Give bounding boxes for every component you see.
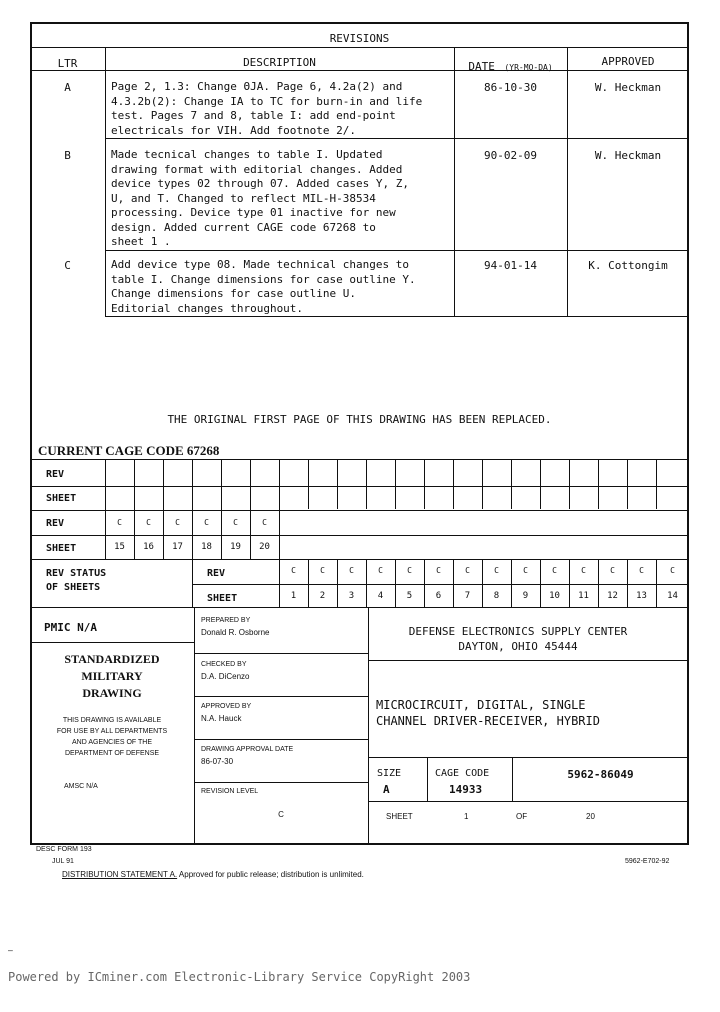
divider [424,459,425,509]
divider [368,660,689,661]
sheet-label: SHEET [46,493,77,504]
status-rev-value: C [291,566,296,575]
amsc-label: AMSC N/A [64,783,98,790]
divider [368,757,689,758]
replaced-notice: THE ORIGINAL FIRST PAGE OF THIS DRAWING HAS BEEN REPLACED. [167,413,552,426]
rev-value: C [204,518,209,527]
divider [105,138,689,139]
divider [482,459,483,509]
sheet-value: 17 [172,542,183,552]
prepared-value: Donald R. Osborne [201,628,270,637]
revision-letter: A [64,81,71,94]
status-rev-value: C [552,566,557,575]
date-format-label: (YR-MO-DA) [504,63,553,72]
description-header: DESCRIPTION [243,56,316,69]
status-rev-value: C [436,566,441,575]
status-sheet-value: 12 [607,591,618,601]
current-cage-code: CURRENT CAGE CODE 67268 [38,443,220,458]
status-sheet-value: 2 [319,591,326,601]
stray-mark: — [8,946,13,955]
divider [30,47,689,48]
status-rev-value: C [349,566,354,575]
divider [192,559,193,607]
powered-by-banner: Powered by ICminer.com Electronic-Library Service CopyRight 2003 [8,970,471,984]
divider [540,459,541,509]
revision-level-label: REVISION LEVEL [201,788,259,795]
revision-description: Made tecnical changes to table I. Updated drawing format with editorial changes. Added device types 02 through 07. Added cases Y, Z, U, and T. Changed to reflect MIL-H-38534 processing. Device type 01 inactive for new design. Added current CAGE code 67268 to sheet 1 . [111,148,410,248]
divider [30,559,689,560]
size-value: A [383,783,390,796]
divider [30,642,194,643]
form-code: 5962-E702-92 [625,858,670,865]
approval-date-value: 86-07-30 [201,757,234,766]
form-date: JUL 91 [52,858,74,865]
status-rev-value: C [523,566,528,575]
availability-note: AND AGENCIES OF THE [72,739,152,746]
sheet-label: SHEET [46,543,77,554]
status-rev-value: C [610,566,615,575]
status-sheet-value: 13 [636,591,647,601]
divider [569,459,570,509]
revision-description: Page 2, 1.3: Change ΘJA. Page 6, 4.2a(2) and 4.3.2b(2): Change IA to TC for burn-in and life test. Pages 7 and 8, table I: add end-point electricals for VIH. Add footnote 2/. [111,80,423,137]
distribution-label: DISTRIBUTION STATEMENT A. [62,870,178,879]
status-sheet-value: 3 [348,591,355,601]
sheet-label: SHEET [386,812,413,821]
standardized-title: MILITARY [81,669,143,683]
approved-by-label: APPROVED BY [201,703,252,710]
agency-address: DAYTON, OHIO 45444 [458,640,578,653]
rev-value: C [233,518,238,527]
divider [366,459,367,509]
divider [279,459,280,559]
sheet-number: 1 [464,812,469,821]
divider [105,250,689,251]
drawing-title: MICROCIRCUIT, DIGITAL, SINGLE [376,698,586,712]
rev-status-label: OF SHEETS [46,582,101,593]
divider [105,47,106,316]
size-label: SIZE [377,768,402,779]
status-sheet-value: 11 [578,591,589,601]
divider [395,459,396,509]
rev-value: C [175,518,180,527]
drawing-number: 5962-86049 [567,768,634,781]
divider [194,696,368,697]
divider [427,757,428,801]
divider [511,459,512,509]
date-header-label: DATE [468,60,495,73]
revision-approver: W. Heckman [594,81,662,94]
sheet-value: 16 [143,542,154,552]
standardized-title: DRAWING [82,686,142,700]
status-rev-value: C [639,566,644,575]
divider [598,459,599,509]
checked-value: D.A. DiCenzo [201,672,250,681]
divider [192,584,689,585]
approved-header: APPROVED [601,55,655,68]
revision-letter: B [64,149,71,162]
revision-description: Add device type 08. Made technical changes to table I. Change dimensions for case outline Y. Change dimensions for case outline U. Editorial changes throughout. [111,258,416,315]
sheet-value: 15 [114,542,125,552]
revision-date: 86-10-30 [484,81,537,94]
drawing-title: CHANNEL DRIVER-RECEIVER, HYBRID [376,714,600,728]
revisions-title: REVISIONS [329,32,390,45]
sheet-value: 18 [201,542,212,552]
cage-code-value: 14933 [449,783,483,796]
rev-value: C [117,518,122,527]
sheet-value: 20 [259,542,270,552]
divider [30,486,689,487]
divider [368,801,689,802]
status-rev-value: C [494,566,499,575]
divider [194,653,368,654]
status-sheet-value: 14 [667,591,678,601]
distribution-text: Approved for public release; distribution is unlimited. [178,870,364,879]
status-rev-value: C [581,566,586,575]
form-number: DESC FORM 193 [36,846,92,853]
status-sheet-value: 6 [435,591,442,601]
divider [30,510,689,511]
divider [105,316,689,317]
rev-status-label: REV STATUS [46,568,107,579]
status-sheet-value: 10 [549,591,560,601]
status-rev-value: C [670,566,675,575]
status-sheet-value: 4 [377,591,384,601]
divider [453,459,454,509]
divider [30,459,689,460]
divider [656,459,657,509]
standardized-title: STANDARDIZED [64,652,160,666]
availability-note: THIS DRAWING IS AVAILABLE [62,717,162,724]
rev-value: C [262,518,267,527]
ltr-header: LTR [57,57,78,70]
cage-code-label: CAGE CODE [435,768,490,779]
divider [30,535,689,536]
approval-date-label: DRAWING APPROVAL DATE [201,746,294,753]
status-sheet-value: 8 [493,591,500,601]
status-rev-value: C [407,566,412,575]
status-rev-value: C [320,566,325,575]
pmic-label: PMIC N/A [44,621,97,634]
divider [194,739,368,740]
checked-label: CHECKED BY [201,661,247,668]
rev-label: REV [46,518,65,529]
revision-level-value: C [278,810,284,819]
distribution-statement [62,870,364,879]
status-rev-label: REV [207,568,226,579]
rev-value: C [146,518,151,527]
status-sheet-value: 7 [464,591,471,601]
sheet-value: 19 [230,542,241,552]
revision-approver: W. Heckman [594,149,662,162]
status-sheet-label: SHEET [207,593,238,604]
approved-by-value: N.A. Hauck [201,714,242,723]
date-header [454,55,567,74]
total-sheets: 20 [586,812,595,821]
prepared-label: PREPARED BY [201,617,251,624]
status-sheet-value: 5 [406,591,413,601]
status-sheet-value: 1 [290,591,297,601]
availability-note: DEPARTMENT OF DEFENSE [64,750,160,757]
divider [194,782,368,783]
divider [30,70,689,71]
revision-date: 90-02-09 [484,149,537,162]
revision-letter: C [64,259,71,272]
of-label: OF [516,812,528,821]
agency-name: DEFENSE ELECTRONICS SUPPLY CENTER [408,625,628,638]
divider [30,607,689,608]
divider [308,459,309,509]
status-sheet-value: 9 [522,591,529,601]
revision-approver: K. Cottongim [588,259,668,272]
divider [337,459,338,509]
divider [627,459,628,509]
availability-note: FOR USE BY ALL DEPARTMENTS [56,728,168,735]
status-rev-value: C [378,566,383,575]
revision-date: 94-01-14 [484,259,537,272]
status-rev-value: C [465,566,470,575]
rev-label: REV [46,469,65,480]
